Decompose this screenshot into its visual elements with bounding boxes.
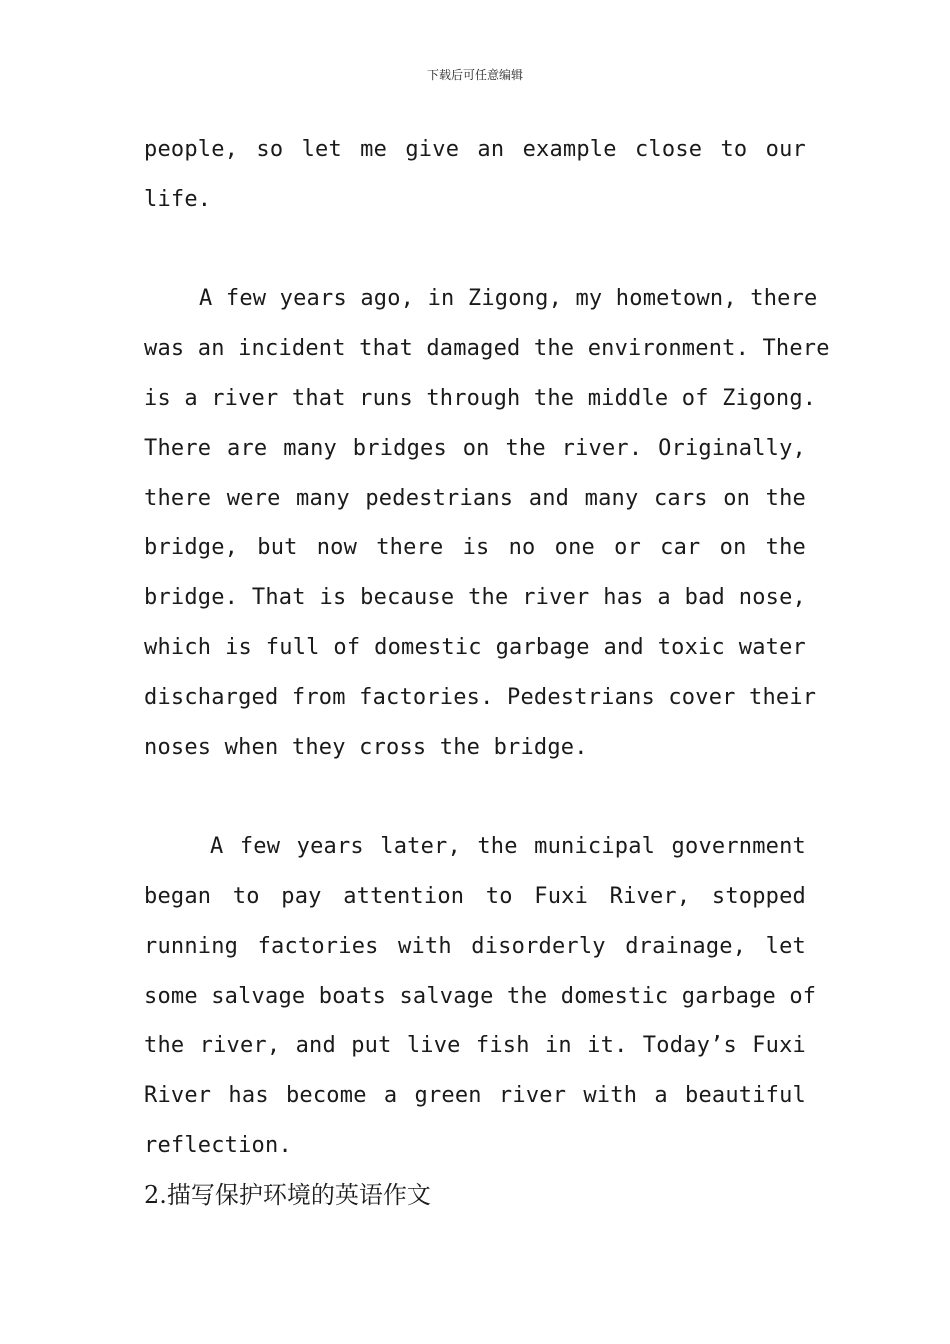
text-line: bridge. That is because the river has a bad nose, <box>144 585 806 611</box>
text-line: which is full of domestic garbage and toxic water <box>144 634 806 660</box>
text-line: is a river that runs through the middle of Zigong. <box>144 385 817 411</box>
text-line: There are many bridges on the river. Originally, <box>144 435 806 461</box>
paragraph-3 <box>144 822 817 1171</box>
page-header-note: 下载后可任意编辑 <box>426 68 523 82</box>
text-line: discharged from factories. Pedestrians cover their <box>144 684 817 710</box>
text-line: life. <box>144 186 212 212</box>
document-body <box>144 125 830 1221</box>
text-line: A few years later, the municipal government <box>210 834 806 860</box>
text-line: began to pay attention to Fuxi River, stopped <box>144 883 806 909</box>
paragraph-spacer <box>144 225 806 275</box>
paragraph-spacer <box>144 772 806 822</box>
text-line: was an incident that damaged the environment. There <box>144 336 830 362</box>
text-line: the river, and put live fish in it. Today’s Fuxi <box>144 1033 806 1059</box>
section-heading: 2.描写保护环境的英语作文 <box>144 1180 431 1209</box>
text-line: River has become a green river with a beautiful <box>144 1083 806 1109</box>
text-line: reflection. <box>144 1132 292 1158</box>
text-line: people, so let me give an example close to our <box>144 137 806 162</box>
text-line: running factories with disorderly drainage, let <box>144 933 806 959</box>
text-line: A few years ago, in Zigong, my hometown, there <box>199 286 818 312</box>
text-line: noses when they cross the bridge. <box>144 734 588 760</box>
text-line: bridge, but now there is no one or car on the <box>144 535 806 561</box>
paragraph-1 <box>144 125 806 225</box>
text-line: some salvage boats salvage the domestic garbage of <box>144 983 817 1009</box>
paragraph-2 <box>144 274 830 772</box>
text-line: there were many pedestrians and many cars on the <box>144 485 806 511</box>
